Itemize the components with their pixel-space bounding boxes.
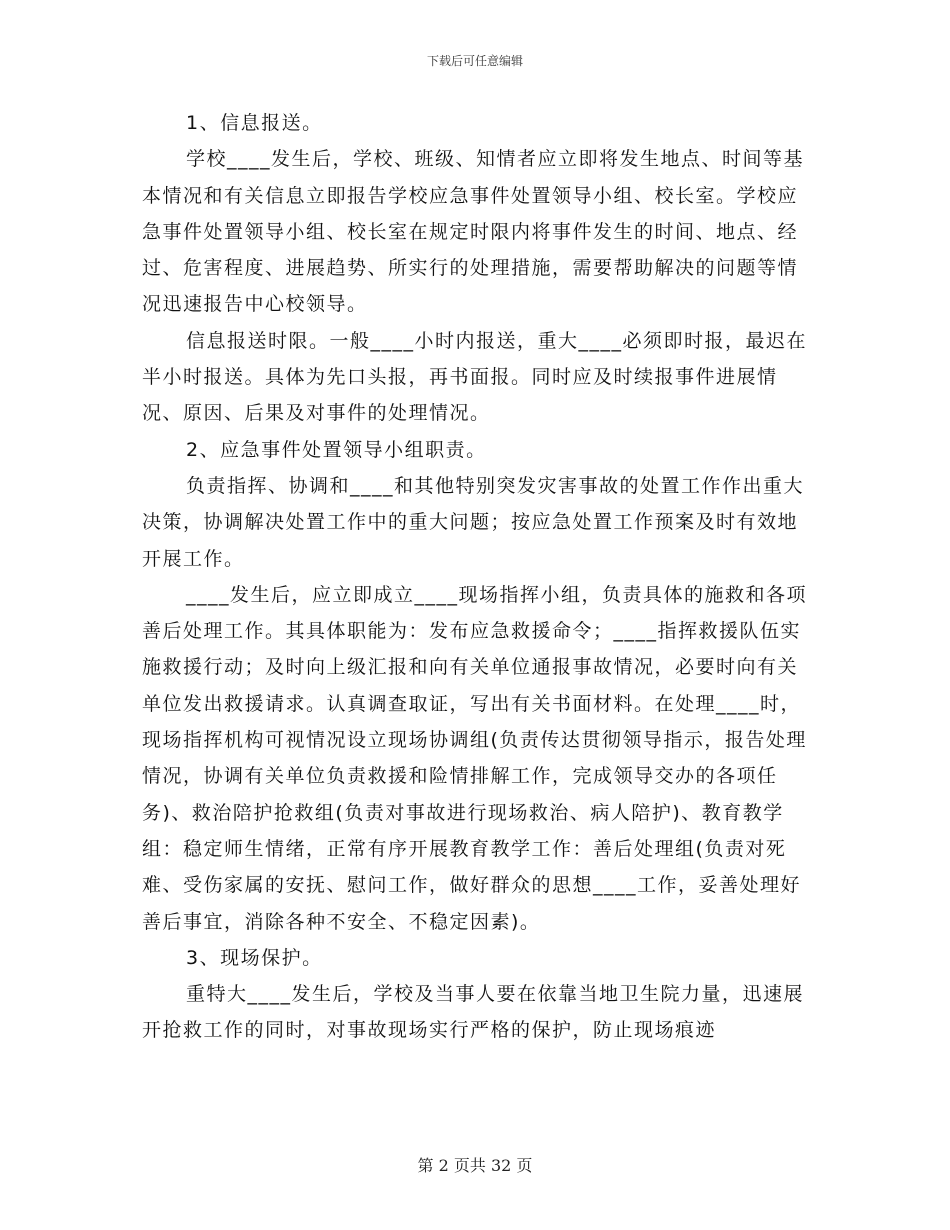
section-heading-leadership-duties: 2、应急事件处置领导小组职责。 xyxy=(186,438,487,461)
paragraph-info-report: 学校____发生后，学校、班级、知情者应立即将发生地点、时间等基本情况和有关信息立即报告学校应急事件处置领导小组、校长室。学校应急事件处置领导小组、校长室在规定时限内将事件发生的时间、地点、经过、危害程度、进展趋势、所实行的处理措施，需要帮助解决的问题等情况迅速报告中心校领导。 xyxy=(142,148,805,316)
document-body xyxy=(142,105,808,1049)
section-heading-info-report: 1、信息报送。 xyxy=(186,112,323,134)
section-heading-scene-protection: 3、现场保护。 xyxy=(186,946,323,969)
page-footer: 第 2 页共 32 页 xyxy=(417,1156,533,1175)
paragraph-report-deadline: 信息报送时限。一般____小时内报送，重大____必须即时报，最迟在半小时报送。具体为先口头报，再书面报。同时应及时续报事件进展情况、原因、后果及对事件的处理情况。 xyxy=(142,329,808,425)
page-header: 下载后可任意编辑 xyxy=(426,54,523,68)
paragraph-scene-protection: 重特大____发生后，学校及当事人要在依靠当地卫生院力量，迅速展开抢救工作的同时，对事故现场实行严格的保护，防止现场痕迹 xyxy=(142,983,805,1042)
paragraph-onsite-command: ____发生后，应立即成立____现场指挥小组，负责具体的施救和各项善后处理工作。其具体职能为：发布应急救援命令；____指挥救援队伍实施救援行动；及时向上级汇报和向有关单位通报事故情况，必要时向有关单位发出救援请求。认真调查取证，写出有关书面材料。在处理____时，现场指挥机构可视情况设立现场协调组(负责传达贯彻领导指示，报告处理情况，协调有关单位负责救援和险情排解工作，完成领导交办的各项任务)、救治陪护抢救组(负责对事故进行现场救治、病人陪护)、教育教学组：稳定师生情绪，正常有序开展教育教学工作：善后处理组(负责对死难、受伤家属的安抚、慰问工作，做好群众的思想____工作，妥善处理好善后事宜，消除各种不安全、不稳定因素)。 xyxy=(142,583,808,933)
paragraph-leadership-duties: 负责指挥、协调和____和其他特别突发灾害事故的处置工作作出重大决策，协调解决处置工作中的重大问题；按应急处置工作预案及时有效地开展工作。 xyxy=(142,474,805,570)
